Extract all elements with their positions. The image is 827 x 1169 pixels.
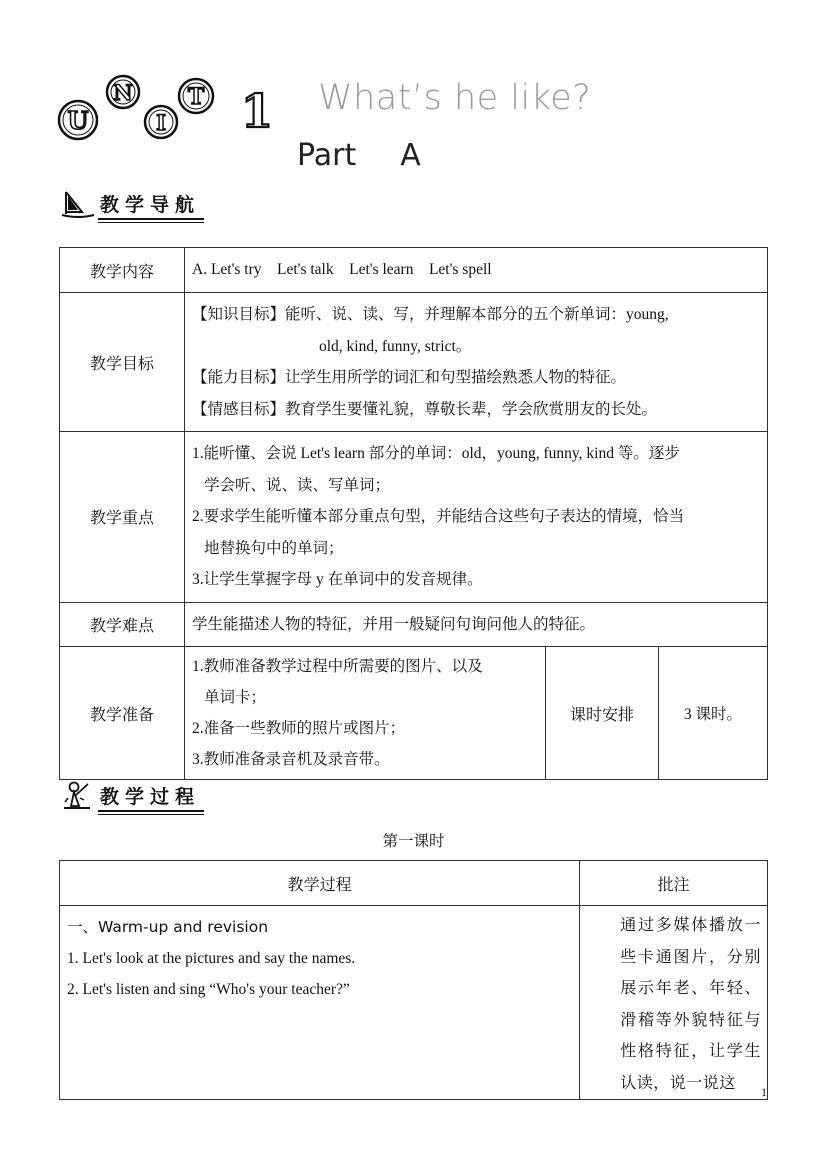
section-guide-heading — [60, 186, 204, 220]
warmup-cell — [60, 906, 580, 1100]
unit-letter-t: T — [187, 84, 205, 110]
unit-letter-u: U — [67, 106, 89, 135]
col-process-header: 教学过程 — [60, 861, 580, 906]
prep-item: 2.准备一些教师的照片或图片； — [192, 720, 406, 737]
schedule-label: 课时安排 — [546, 647, 659, 780]
content-label: 教学内容 — [60, 248, 185, 293]
section-guide-title: 教学导航 — [98, 190, 204, 220]
part-label — [297, 138, 465, 173]
process-row-warmup — [60, 906, 768, 1100]
focus-item: 2.要求学生能听懂本部分重点句型，并能结合这些句子表达的情境，恰当 — [192, 508, 685, 525]
section-process-title: 教学过程 — [98, 782, 204, 812]
teaching-info-table — [59, 247, 768, 780]
goal-emotion — [192, 394, 760, 426]
goals-label: 教学目标 — [60, 293, 185, 432]
process-table — [59, 860, 768, 1100]
process-header-row — [60, 861, 768, 906]
part-word: Part — [297, 138, 357, 173]
sailboat-icon — [60, 188, 96, 220]
difficulty-value: 学生能描述人物的特征，并用一般疑问句询问他人的特征。 — [185, 602, 768, 647]
goal-ability-tag: 【能力目标】 — [192, 368, 286, 386]
prep-item: 3.教师准备录音机及录音带。 — [192, 751, 390, 768]
focus-item: 学会听、说、读、写单词； — [204, 476, 391, 494]
content-value: A. Let's try Let's talk Let's learn Let's spell — [185, 248, 768, 293]
row-preparation — [60, 647, 768, 780]
warmup-item: 2. Let's listen and sing “Who's your teacher?” — [67, 981, 350, 998]
note-text: 通过多媒体播放一些卡通图片，分别展示年老、年轻、滑稽等外貌特征与性格特征，让学生认读，说一说这 — [620, 917, 761, 1092]
part-letter: A — [400, 138, 421, 173]
schedule-value: 3 课时。 — [659, 647, 768, 780]
row-content — [60, 248, 768, 293]
note-cell — [580, 906, 768, 1100]
row-difficulty — [60, 602, 768, 647]
prep-content — [185, 647, 546, 780]
lesson-title: 第一课时 — [382, 832, 445, 850]
unit-number: 1 — [240, 84, 274, 138]
goal-ability-text: 让学生用所学的词汇和句型描绘熟悉人物的特征。 — [285, 369, 627, 386]
prep-item: 1.教师准备教学过程中所需要的图片、以及 — [192, 658, 483, 675]
goal-knowledge-text: 能听、说、读、写，并理解本部分的五个新单词：young, — [285, 306, 669, 323]
prep-item: 单词卡； — [204, 689, 267, 706]
warmup-item: 1. Let's look at the pictures and say the names. — [67, 950, 356, 967]
focus-label: 教学重点 — [60, 432, 185, 603]
warmup-heading: 一、Warm-up and revision — [67, 918, 269, 936]
row-focus — [60, 432, 768, 603]
col-notes-header: 批注 — [580, 861, 768, 906]
unit-logo — [56, 72, 286, 144]
difficulty-label: 教学难点 — [60, 602, 185, 647]
row-goals — [60, 293, 768, 432]
section-process-heading — [60, 778, 204, 812]
focus-item: 1.能听懂、会说 Let's learn 部分的单词：old，young, funny, kind 等。逐步 — [192, 445, 680, 462]
focus-item: 地替换句中的单词； — [204, 539, 344, 557]
unit-letter-i: I — [156, 110, 166, 135]
prep-label: 教学准备 — [60, 647, 185, 780]
unit-badge-graphic — [56, 72, 286, 144]
unit-title: What’s he like? — [318, 78, 592, 118]
focus-content — [185, 432, 768, 603]
focus-item: 3.让学生掌握字母 y 在单词中的发音规律。 — [192, 571, 483, 588]
goal-knowledge-cont: old, kind, funny, strict。 — [319, 337, 472, 355]
goal-knowledge-tag: 【知识目标】 — [192, 305, 286, 323]
unit-letter-n: N — [113, 80, 133, 105]
goals-content — [185, 293, 768, 432]
goal-emotion-text: 教育学生要懂礼貌，尊敬长辈，学会欣赏朋友的长处。 — [285, 400, 658, 418]
goal-knowledge — [192, 299, 760, 331]
page-number: 1 — [761, 1085, 767, 1099]
goal-ability — [192, 362, 760, 394]
teacher-figure-icon — [60, 780, 96, 812]
page-header — [0, 0, 827, 180]
goal-emotion-tag: 【情感目标】 — [192, 399, 286, 418]
